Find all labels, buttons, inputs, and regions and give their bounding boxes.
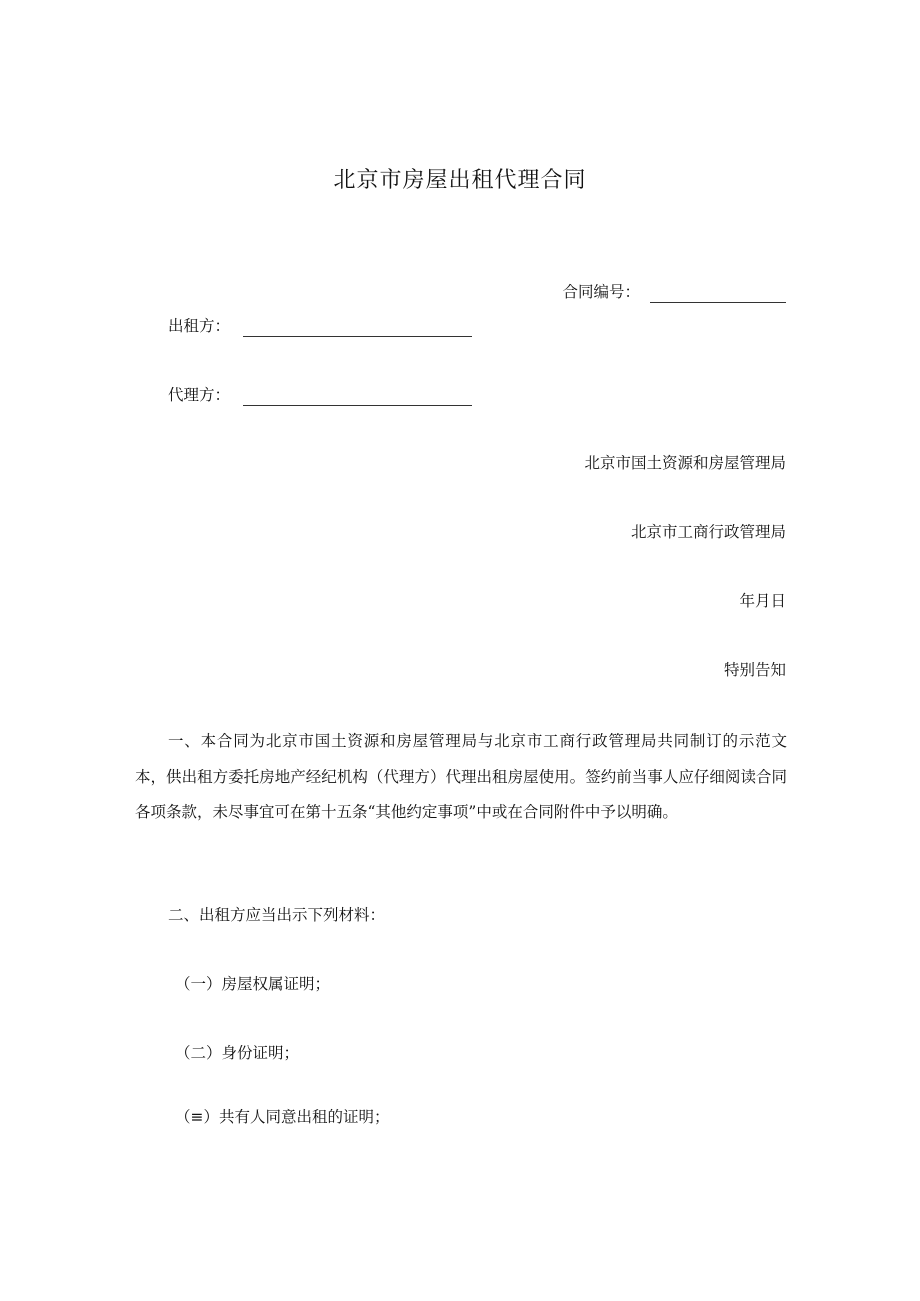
agent-label: 代理方： [168,386,231,404]
issue-date: 年月日 [739,592,786,610]
agent-blank[interactable] [243,387,472,406]
agent-line [168,384,472,406]
material-item-3: （≡）共有人同意出租的证明； [175,1108,390,1126]
notice-heading: 特别告知 [723,661,786,679]
issuer-land-resources: 北京市国土资源和房屋管理局 [584,454,786,472]
page-title: 北京市房屋出租代理合同 [333,168,587,193]
contract-number-blank[interactable] [650,284,786,303]
notice-paragraph-1: 一、本合同为北京市国土资源和房屋管理局与北京市工商行政管理局共同制订的示范文本，供出租方委托房地产经纪机构（代理方）代理出租房屋使用。签约前当事人应仔细阅读合同各项条款，未尽事宜可在第十五条“其他约定事项”中或在合同附件中予以明确。 [135,732,787,821]
lessor-line [168,315,472,337]
material-item-2: （二）身份证明； [175,1044,300,1062]
lessor-blank[interactable] [243,318,472,337]
notice-paragraph-2: 二、出租方应当出示下列材料： [168,906,386,924]
contract-number-line [562,281,786,303]
contract-number-label: 合同编号： [562,283,640,301]
issuer-commerce: 北京市工商行政管理局 [630,523,786,541]
material-item-1: （一）房屋权属证明； [175,975,331,993]
lessor-label: 出租方： [168,317,231,335]
